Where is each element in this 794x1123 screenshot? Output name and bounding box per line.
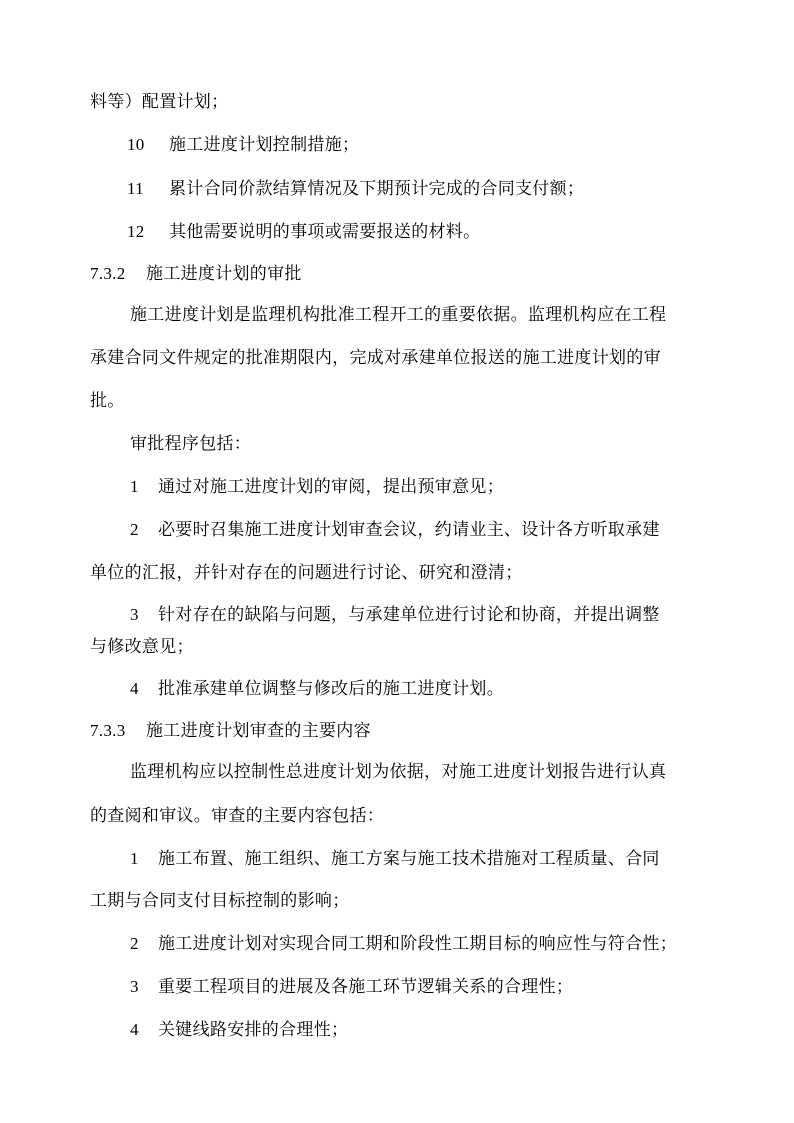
list-item — [127, 134, 359, 156]
list-number: 4 — [130, 679, 139, 698]
list-item — [130, 519, 660, 541]
list-item — [127, 178, 584, 200]
list-text: 批准承建单位调整与修改后的施工进度计划。 — [158, 679, 504, 699]
list-item-continuation — [90, 890, 350, 912]
paragraph-text: 批。 — [90, 391, 125, 411]
list-item — [130, 933, 677, 955]
list-text: 通过对施工进度计划的审阅，提出预审意见； — [158, 477, 504, 497]
list-number: 1 — [130, 477, 139, 496]
paragraph-text: 审批程序包括： — [130, 434, 252, 454]
list-number: 3 — [130, 605, 139, 624]
paragraph-text: 监理机构应以控制性总进度计划为依据，对施工进度计划报告进行认真 — [130, 762, 667, 782]
list-text: 施工进度计划对实现合同工期和阶段性工期目标的响应性与符合性； — [158, 934, 677, 954]
list-number: 10 — [127, 135, 145, 154]
paragraph-text: 承建合同文件规定的批准期限内，完成对承建单位报送的施工进度计划的审 — [90, 348, 661, 368]
line-text: 料等）配置计划； — [90, 92, 229, 112]
list-item — [130, 848, 660, 870]
list-item-continuation — [90, 562, 523, 584]
list-item — [130, 476, 504, 498]
paragraph-text: 的查阅和审议。审查的主要内容包括： — [90, 806, 385, 826]
section-heading — [90, 263, 302, 285]
list-number: 2 — [130, 520, 139, 539]
section-number: 7.3.2 — [90, 264, 126, 283]
list-text: 单位的汇报，并针对存在的问题进行讨论、研究和澄清； — [90, 563, 523, 583]
list-number: 2 — [130, 934, 139, 953]
list-text: 重要工程项目的进展及各施工环节逻辑关系的合理性； — [158, 977, 574, 997]
list-item — [130, 678, 504, 700]
paragraph-text: 施工进度计划是监理机构批准工程开工的重要依据。监理机构应在工程 — [130, 305, 667, 325]
list-text: 工期与合同支付目标控制的影响； — [90, 891, 350, 911]
list-text: 施工布置、施工组织、施工方案与施工技术措施对工程质量、合同 — [158, 849, 660, 869]
section-title: 施工进度计划的审批 — [146, 264, 302, 284]
list-number: 11 — [127, 179, 144, 198]
list-text: 针对存在的缺陷与问题，与承建单位进行讨论和协商，并提出调整 — [158, 605, 660, 625]
list-text: 施工进度计划控制措施； — [169, 135, 360, 155]
list-item — [130, 604, 660, 626]
list-number: 4 — [130, 1020, 139, 1039]
list-number: 12 — [127, 222, 145, 241]
list-text: 关键线路安排的合理性； — [158, 1020, 349, 1040]
list-item — [130, 976, 573, 998]
paragraph-line — [90, 390, 125, 412]
list-text: 必要时召集施工进度计划审查会议，约请业主、设计各方听取承建 — [158, 520, 660, 540]
list-item-continuation — [90, 91, 228, 113]
list-number: 3 — [130, 977, 139, 996]
paragraph-line — [130, 304, 666, 326]
paragraph-line — [130, 761, 666, 783]
list-item-continuation — [90, 636, 194, 658]
list-text: 其他需要说明的事项或需要报送的材料。 — [169, 222, 481, 242]
list-text: 与修改意见； — [90, 637, 194, 657]
section-title: 施工进度计划审查的主要内容 — [146, 721, 371, 741]
paragraph-line — [90, 347, 661, 369]
paragraph-line — [90, 805, 384, 827]
list-item — [127, 221, 480, 243]
section-heading — [90, 720, 371, 742]
list-item — [130, 1019, 348, 1041]
paragraph-line — [130, 433, 251, 455]
list-number: 1 — [130, 849, 139, 868]
list-text: 累计合同价款结算情况及下期预计完成的合同支付额； — [169, 179, 585, 199]
section-number: 7.3.3 — [90, 721, 126, 740]
